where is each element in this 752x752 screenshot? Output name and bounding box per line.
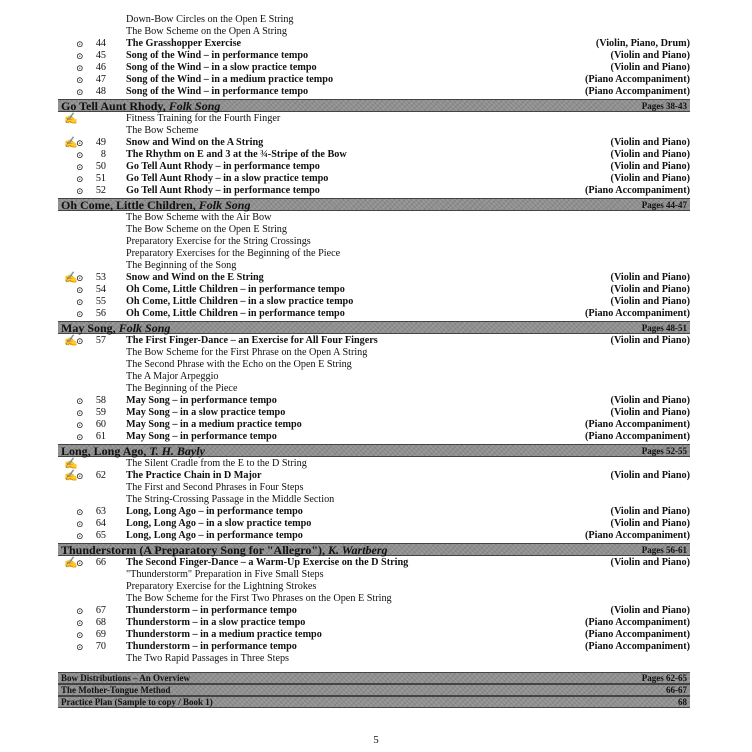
section-title <box>61 322 170 334</box>
track-entry <box>58 506 690 518</box>
entry-icons <box>64 569 88 581</box>
section-title <box>61 697 213 708</box>
entry-title: The Bow Scheme with the Air Bow <box>126 212 272 223</box>
cd-track-icon: ⊙ <box>76 471 84 481</box>
lesson-entry <box>58 569 690 581</box>
track-number: 46 <box>95 62 106 73</box>
track-entry <box>58 395 690 407</box>
cd-track-icon: ⊙ <box>76 285 84 295</box>
track-number: 67 <box>95 605 106 616</box>
entry-icons <box>64 125 88 137</box>
cd-track-icon: ⊙ <box>76 336 84 346</box>
entry-title: Down-Bow Circles on the Open E String <box>126 14 294 25</box>
entry-title: The Silent Cradle from the E to the D String <box>126 458 307 469</box>
section-title <box>61 100 220 112</box>
entry-icons <box>64 50 88 62</box>
entry-title: Oh Come, Little Children – in a slow practice tempo <box>126 296 354 307</box>
page-range: Pages 38-43 <box>641 101 687 111</box>
composer: Folk Song <box>118 321 171 335</box>
entry-icons <box>64 185 88 197</box>
entry-instrumentation: (Violin and Piano) <box>610 149 690 160</box>
track-entry <box>58 185 690 197</box>
entry-title: Long, Long Ago – in performance tempo <box>126 506 303 517</box>
track-entry <box>58 629 690 641</box>
entry-icons <box>64 236 88 248</box>
song-title: May Song, <box>61 321 119 335</box>
entry-title: Snow and Wind on the A String <box>126 137 264 148</box>
writing-hand-icon: ✍ <box>64 272 78 284</box>
track-number: 68 <box>95 617 106 628</box>
track-entry <box>58 272 690 284</box>
entry-icons <box>64 494 88 506</box>
entry-title: Preparatory Exercises for the Beginning of the Piece <box>126 248 341 259</box>
track-number: 63 <box>95 506 106 517</box>
entry-icons <box>64 617 88 629</box>
entry-icons <box>64 653 88 665</box>
entry-icons <box>64 308 88 320</box>
track-number: 59 <box>95 407 106 418</box>
section-title <box>61 199 250 211</box>
entry-instrumentation: (Violin and Piano) <box>610 272 690 283</box>
cd-track-icon: ⊙ <box>76 606 84 616</box>
entry-instrumentation: (Violin and Piano) <box>610 407 690 418</box>
entry-title: The Bow Scheme for the First Phrase on the Open A String <box>126 347 368 358</box>
cd-track-icon: ⊙ <box>76 51 84 61</box>
track-entry <box>58 296 690 308</box>
lesson-entry <box>58 482 690 494</box>
entry-title: The Practice Chain in D Major <box>126 470 262 481</box>
entry-icons <box>64 641 88 653</box>
entry-icons <box>64 260 88 272</box>
entry-title: The Two Rapid Passages in Three Steps <box>126 653 290 664</box>
track-entry <box>58 284 690 296</box>
track-entry <box>58 605 690 617</box>
entry-icons <box>64 407 88 419</box>
track-entry <box>58 38 690 50</box>
page-range: Pages 56-61 <box>641 545 687 555</box>
page-range: 66-67 <box>666 685 687 695</box>
entry-icons <box>64 212 88 224</box>
cd-track-icon: ⊙ <box>76 150 84 160</box>
entry-instrumentation: (Violin and Piano) <box>610 161 690 172</box>
section-title <box>61 685 170 696</box>
entry-instrumentation: (Violin, Piano, Drum) <box>595 38 690 49</box>
track-number: 65 <box>95 530 106 541</box>
entry-icons <box>64 272 88 284</box>
entry-title: Long, Long Ago – in a slow practice tempo <box>126 518 312 529</box>
cd-track-icon: ⊙ <box>76 75 84 85</box>
page-range: Pages 44-47 <box>641 200 687 210</box>
entry-icons <box>64 173 88 185</box>
entry-instrumentation: (Violin and Piano) <box>610 173 690 184</box>
entry-title: May Song – in performance tempo <box>126 395 277 406</box>
track-number: 47 <box>95 74 106 85</box>
section-header <box>58 696 690 708</box>
track-number: 52 <box>95 185 106 196</box>
entry-title: Snow and Wind on the E String <box>126 272 264 283</box>
entry-title: Go Tell Aunt Rhody – in performance tempo <box>126 161 320 172</box>
cd-track-icon: ⊙ <box>76 618 84 628</box>
track-entry <box>58 419 690 431</box>
entry-title: Preparatory Exercise for the String Crossings <box>126 236 311 247</box>
track-entry <box>58 518 690 530</box>
entry-instrumentation: (Violin and Piano) <box>610 605 690 616</box>
page-number: 5 <box>373 734 379 746</box>
entry-instrumentation: (Piano Accompaniment) <box>585 308 690 319</box>
track-entry <box>58 308 690 320</box>
entry-instrumentation: (Piano Accompaniment) <box>585 419 690 430</box>
song-title: The Mother-Tongue Method <box>61 685 171 695</box>
entry-icons <box>64 38 88 50</box>
lesson-entry <box>58 458 690 470</box>
track-entry <box>58 557 690 569</box>
cd-track-icon: ⊙ <box>76 273 84 283</box>
entry-title: The First Finger-Dance – an Exercise for All Four Fingers <box>126 335 378 346</box>
entry-title: Thunderstorm – in a slow practice tempo <box>126 617 306 628</box>
writing-hand-icon: ✍ <box>64 113 78 125</box>
entry-icons <box>64 530 88 542</box>
entry-icons <box>64 629 88 641</box>
entry-icons <box>64 506 88 518</box>
entry-instrumentation: (Violin and Piano) <box>610 335 690 346</box>
section-header <box>58 99 690 112</box>
entry-instrumentation: (Violin and Piano) <box>610 50 690 61</box>
entry-instrumentation: (Piano Accompaniment) <box>585 431 690 442</box>
lesson-entry <box>58 26 690 38</box>
entry-instrumentation: (Violin and Piano) <box>610 62 690 73</box>
entry-icons <box>64 62 88 74</box>
section-title <box>61 673 190 684</box>
entry-title: The First and Second Phrases in Four Steps <box>126 482 304 493</box>
track-entry <box>58 50 690 62</box>
track-number: 64 <box>95 518 106 529</box>
composer: K. Wartberg <box>327 543 388 557</box>
song-title: Go Tell Aunt Rhody, <box>61 99 169 113</box>
entry-icons <box>64 593 88 605</box>
track-number: 48 <box>95 86 106 97</box>
section-title <box>61 445 205 457</box>
track-number: 51 <box>95 173 106 184</box>
cd-track-icon: ⊙ <box>76 432 84 442</box>
entry-instrumentation: (Violin and Piano) <box>610 506 690 517</box>
entry-title: The Rhythm on E and 3 at the ¾-Stripe of the Bow <box>126 149 347 160</box>
section-header <box>58 684 690 696</box>
entry-icons <box>64 86 88 98</box>
entry-title: Go Tell Aunt Rhody – in performance tempo <box>126 185 320 196</box>
cd-track-icon: ⊙ <box>76 39 84 49</box>
track-entry <box>58 62 690 74</box>
composer: Folk Song <box>198 198 251 212</box>
entry-title: Song of the Wind – in performance tempo <box>126 50 309 61</box>
entry-title: May Song – in performance tempo <box>126 431 277 442</box>
song-title: Oh Come, Little Children, <box>61 198 199 212</box>
entry-title: Song of the Wind – in a slow practice tempo <box>126 62 317 73</box>
entry-icons <box>64 518 88 530</box>
song-title: Practice Plan (Sample to copy / Book 1) <box>61 697 213 707</box>
entry-title: Thunderstorm – in performance tempo <box>126 641 297 652</box>
track-entry <box>58 641 690 653</box>
track-entry <box>58 161 690 173</box>
entry-title: The String-Crossing Passage in the Middle Section <box>126 494 335 505</box>
cd-track-icon: ⊙ <box>76 558 84 568</box>
cd-track-icon: ⊙ <box>76 63 84 73</box>
lesson-entry <box>58 224 690 236</box>
track-entry <box>58 530 690 542</box>
lesson-entry <box>58 347 690 359</box>
page-range: 68 <box>678 697 687 707</box>
entry-icons <box>64 149 88 161</box>
track-number: 70 <box>95 641 106 652</box>
entry-title: May Song – in a medium practice tempo <box>126 419 302 430</box>
cd-track-icon: ⊙ <box>76 408 84 418</box>
track-entry <box>58 74 690 86</box>
entry-title: Song of the Wind – in performance tempo <box>126 86 309 97</box>
track-entry <box>58 335 690 347</box>
entry-title: The Beginning of the Song <box>126 260 237 271</box>
track-number: 58 <box>95 395 106 406</box>
entry-title: May Song – in a slow practice tempo <box>126 407 286 418</box>
section-header <box>58 198 690 211</box>
cd-track-icon: ⊙ <box>76 138 84 148</box>
writing-hand-icon: ✍ <box>64 557 78 569</box>
cd-track-icon: ⊙ <box>76 162 84 172</box>
track-number: 44 <box>95 38 106 49</box>
entry-instrumentation: (Violin and Piano) <box>610 518 690 529</box>
entry-title: Go Tell Aunt Rhody – in a slow practice tempo <box>126 173 329 184</box>
entry-icons <box>64 14 88 26</box>
entry-instrumentation: (Piano Accompaniment) <box>585 617 690 628</box>
lesson-entry <box>58 383 690 395</box>
entry-title: "Thunderstorm" Preparation in Five Small Steps <box>126 569 324 580</box>
cd-track-icon: ⊙ <box>76 186 84 196</box>
entry-title: Thunderstorm – in performance tempo <box>126 605 297 616</box>
section-header <box>58 444 690 457</box>
entry-title: Oh Come, Little Children – in performance tempo <box>126 308 345 319</box>
track-entry <box>58 149 690 161</box>
entry-icons <box>64 74 88 86</box>
track-number: 55 <box>95 296 106 307</box>
lesson-entry <box>58 581 690 593</box>
song-title: Long, Long Ago, <box>61 444 150 458</box>
entry-icons <box>64 224 88 236</box>
writing-hand-icon: ✍ <box>64 458 78 470</box>
lesson-entry <box>58 593 690 605</box>
song-title: Thunderstorm (A Preparatory Song for "Allegro"), <box>61 543 328 557</box>
entry-title: The Second Finger-Dance – a Warm-Up Exercise on the D String <box>126 557 409 568</box>
entry-instrumentation: (Violin and Piano) <box>610 296 690 307</box>
entry-title: The Second Phrase with the Echo on the Open E String <box>126 359 352 370</box>
page-range: Pages 62-65 <box>641 673 687 683</box>
cd-track-icon: ⊙ <box>76 507 84 517</box>
track-number: 60 <box>95 419 106 430</box>
entry-title: The Grasshopper Exercise <box>126 38 242 49</box>
entry-title: The A Major Arpeggio <box>126 371 219 382</box>
entry-icons <box>64 248 88 260</box>
cd-track-icon: ⊙ <box>76 519 84 529</box>
track-number: 66 <box>95 557 106 568</box>
track-entry <box>58 470 690 482</box>
entry-icons <box>64 296 88 308</box>
entry-title: The Bow Scheme for the First Two Phrases on the Open E String <box>126 593 392 604</box>
entry-title: The Bow Scheme on the Open E String <box>126 224 287 235</box>
lesson-entry <box>58 653 690 665</box>
track-number: 53 <box>95 272 106 283</box>
section-header <box>58 672 690 684</box>
cd-track-icon: ⊙ <box>76 531 84 541</box>
entry-title: Thunderstorm – in a medium practice tempo <box>126 629 322 640</box>
entry-title: The Bow Scheme <box>126 125 199 136</box>
entry-icons <box>64 137 88 149</box>
entry-instrumentation: (Piano Accompaniment) <box>585 185 690 196</box>
track-number: 56 <box>95 308 106 319</box>
track-number: 62 <box>95 470 106 481</box>
entry-title: Preparatory Exercise for the Lightning Strokes <box>126 581 317 592</box>
lesson-entry <box>58 494 690 506</box>
section-header <box>58 321 690 334</box>
page-range: Pages 48-51 <box>641 323 687 333</box>
cd-track-icon: ⊙ <box>76 174 84 184</box>
lesson-entry <box>58 371 690 383</box>
entry-icons <box>64 347 88 359</box>
track-number: 45 <box>95 50 106 61</box>
entry-title: The Beginning of the Piece <box>126 383 238 394</box>
lesson-entry <box>58 236 690 248</box>
lesson-entry <box>58 125 690 137</box>
track-number: 50 <box>95 161 106 172</box>
entry-instrumentation: (Violin and Piano) <box>610 284 690 295</box>
entry-title: Oh Come, Little Children – in performance tempo <box>126 284 345 295</box>
track-entry <box>58 86 690 98</box>
entry-instrumentation: (Violin and Piano) <box>610 137 690 148</box>
lesson-entry <box>58 113 690 125</box>
section-header <box>58 543 690 556</box>
writing-hand-icon: ✍ <box>64 137 78 149</box>
entry-icons <box>64 284 88 296</box>
entry-instrumentation: (Violin and Piano) <box>610 470 690 481</box>
entry-icons <box>64 26 88 38</box>
page-range: Pages 52-55 <box>641 446 687 456</box>
lesson-entry <box>58 212 690 224</box>
cd-track-icon: ⊙ <box>76 420 84 430</box>
writing-hand-icon: ✍ <box>64 470 78 482</box>
track-number: 61 <box>95 431 106 442</box>
entry-icons <box>64 383 88 395</box>
entry-icons <box>64 371 88 383</box>
track-number: 54 <box>95 284 106 295</box>
track-number: 49 <box>95 137 106 148</box>
track-number: 57 <box>95 335 106 346</box>
cd-track-icon: ⊙ <box>76 87 84 97</box>
entry-instrumentation: (Piano Accompaniment) <box>585 86 690 97</box>
cd-track-icon: ⊙ <box>76 642 84 652</box>
entry-icons <box>64 470 88 482</box>
lesson-entry <box>58 14 690 26</box>
cd-track-icon: ⊙ <box>76 630 84 640</box>
entry-title: The Bow Scheme on the Open A String <box>126 26 287 37</box>
entry-icons <box>64 335 88 347</box>
composer: T. H. Bayly <box>149 444 205 458</box>
entry-title: Song of the Wind – in a medium practice tempo <box>126 74 334 85</box>
entry-instrumentation: (Violin and Piano) <box>610 395 690 406</box>
entry-icons <box>64 395 88 407</box>
track-entry <box>58 173 690 185</box>
track-entry <box>58 137 690 149</box>
entry-icons <box>64 359 88 371</box>
track-entry <box>58 431 690 443</box>
entry-icons <box>64 161 88 173</box>
entry-title: Long, Long Ago – in performance tempo <box>126 530 303 541</box>
cd-track-icon: ⊙ <box>76 309 84 319</box>
entry-icons <box>64 458 88 470</box>
track-entry <box>58 407 690 419</box>
entry-icons <box>64 581 88 593</box>
entry-instrumentation: (Piano Accompaniment) <box>585 74 690 85</box>
cd-track-icon: ⊙ <box>76 396 84 406</box>
track-entry <box>58 617 690 629</box>
entry-instrumentation: (Piano Accompaniment) <box>585 629 690 640</box>
entry-icons <box>64 113 88 125</box>
lesson-entry <box>58 248 690 260</box>
track-number: 69 <box>95 629 106 640</box>
song-title: Bow Distributions – An Overview <box>61 673 191 683</box>
section-title <box>61 544 388 556</box>
lesson-entry <box>58 260 690 272</box>
entry-instrumentation: (Piano Accompaniment) <box>585 641 690 652</box>
entry-title: Fitness Training for the Fourth Finger <box>126 113 281 124</box>
entry-icons <box>64 605 88 617</box>
track-number: 8 <box>100 149 106 160</box>
entry-icons <box>64 431 88 443</box>
entry-icons <box>64 419 88 431</box>
lesson-entry <box>58 359 690 371</box>
entry-icons <box>64 557 88 569</box>
entry-icons <box>64 482 88 494</box>
entry-instrumentation: (Piano Accompaniment) <box>585 530 690 541</box>
writing-hand-icon: ✍ <box>64 335 78 347</box>
entry-instrumentation: (Violin and Piano) <box>610 557 690 568</box>
composer: Folk Song <box>168 99 221 113</box>
cd-track-icon: ⊙ <box>76 297 84 307</box>
